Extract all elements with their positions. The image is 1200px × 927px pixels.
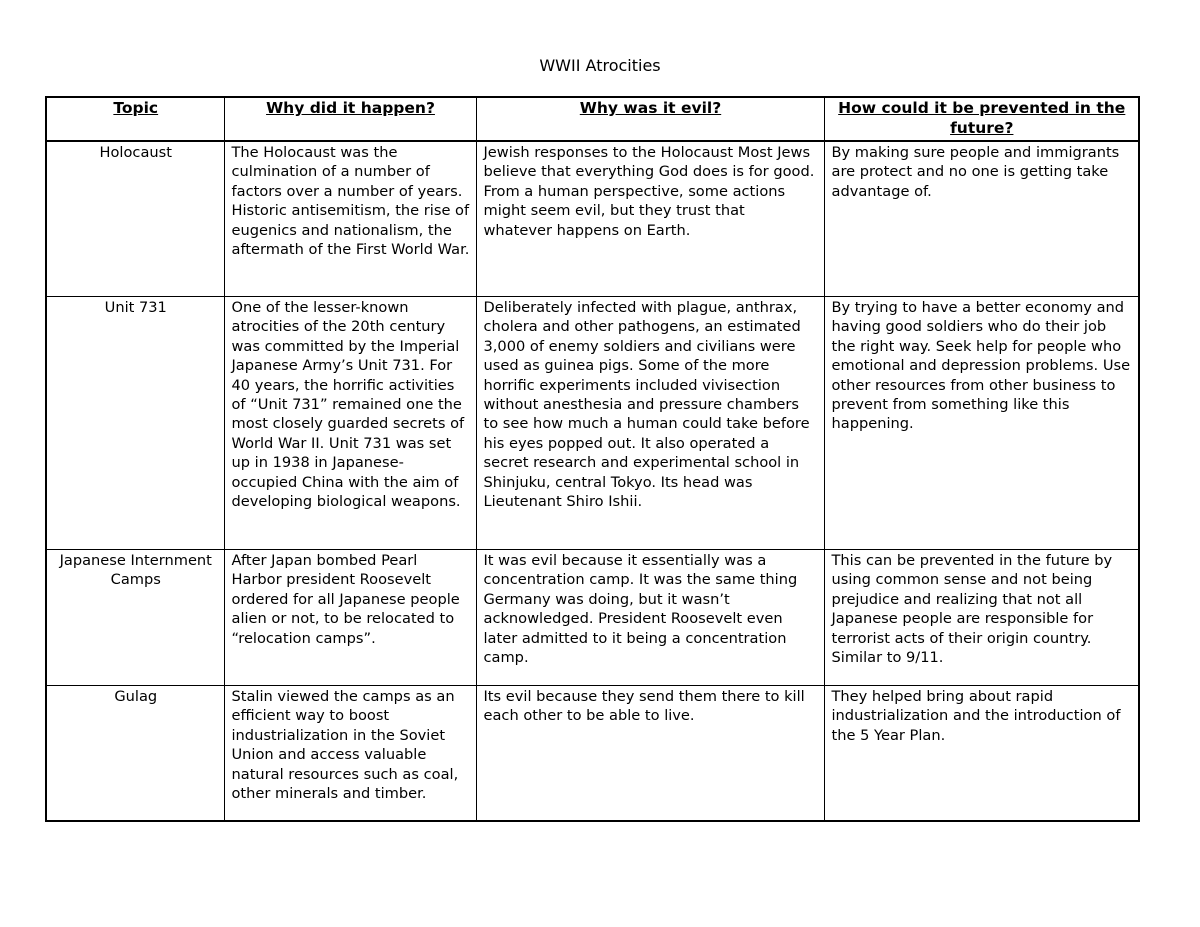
table-row	[46, 550, 1139, 686]
topic-cell: Gulag	[46, 686, 224, 822]
table-row	[46, 686, 1139, 822]
why-happen-cell: After Japan bombed Pearl Harbor president Roosevelt ordered for all Japanese people alien or not, to be relocated to “relocation camps”.	[224, 550, 476, 686]
why-evil-cell: Its evil because they send them there to kill each other to be able to live.	[476, 686, 824, 822]
why-happen-cell: Stalin viewed the camps as an efficient way to boost industrialization in the Soviet Union and access valuable natural resources such as coal, other minerals and timber.	[224, 686, 476, 822]
why-happen-cell: The Holocaust was the culmination of a number of factors over a number of years. Historic antisemitism, the rise of eugenics and nationalism, the aftermath of the First World War.	[224, 141, 476, 297]
why-evil-cell: Jewish responses to the Holocaust Most Jews believe that everything God does is for good. From a human perspective, some actions might seem evil, but they trust that whatever happens on Earth.	[476, 141, 824, 297]
header-why-evil: Why was it evil?	[476, 97, 824, 141]
why-happen-cell: One of the lesser-known atrocities of the 20th century was committed by the Imperial Japanese Army’s Unit 731. For 40 years, the horrific activities of “Unit 731” remained one the most closely guarded secrets of World War II. Unit 731 was set up in 1938 in Japanese-occupied China with the aim of developing biological weapons.	[224, 297, 476, 550]
header-topic: Topic	[46, 97, 224, 141]
prevention-cell: This can be prevented in the future by using common sense and not being prejudice and realizing that not all Japanese people are responsible for terrorist acts of their origin country. Similar to 9/11.	[824, 550, 1139, 686]
topic-cell: Japanese Internment Camps	[46, 550, 224, 686]
header-prevention: How could it be prevented in the future?	[824, 97, 1139, 141]
prevention-cell: They helped bring about rapid industrialization and the introduction of the 5 Year Plan.	[824, 686, 1139, 822]
why-evil-cell: It was evil because it essentially was a concentration camp. It was the same thing Germany was doing, but it wasn’t acknowledged. President Roosevelt even later admitted to it being a concentration camp.	[476, 550, 824, 686]
table-row	[46, 297, 1139, 550]
atrocities-table	[45, 96, 1140, 822]
why-evil-cell: Deliberately infected with plague, anthrax, cholera and other pathogens, an estimated 3,000 of enemy soldiers and civilians were used as guinea pigs. Some of the more horrific experiments included vivisection without anesthesia and pressure chambers to see how much a human could take before his eyes popped out. It also operated a secret research and experimental school in Shinjuku, central Tokyo. Its head was Lieutenant Shiro Ishii.	[476, 297, 824, 550]
table-header-row	[46, 97, 1139, 141]
document-title: WWII Atrocities	[539, 56, 661, 75]
header-why-happen: Why did it happen?	[224, 97, 476, 141]
table-row	[46, 141, 1139, 297]
prevention-cell: By trying to have a better economy and having good soldiers who do their job the right way. Seek help for people who emotional and depression problems. Use other resources from other business to prevent from something like this happening.	[824, 297, 1139, 550]
topic-cell: Unit 731	[46, 297, 224, 550]
topic-cell: Holocaust	[46, 141, 224, 297]
prevention-cell: By making sure people and immigrants are protect and no one is getting take advantage of.	[824, 141, 1139, 297]
